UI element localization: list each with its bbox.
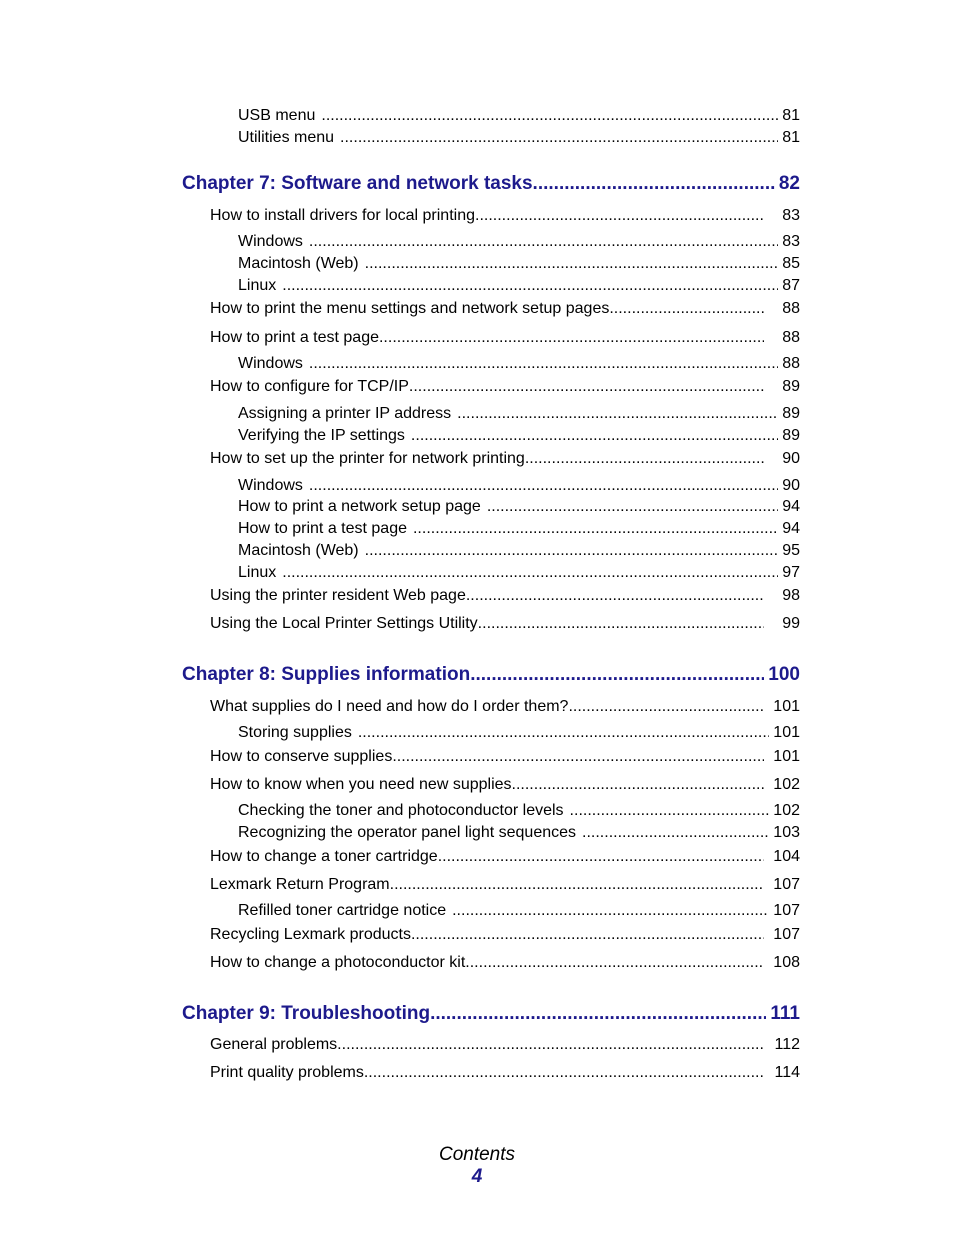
toc-entry[interactable] — [210, 207, 800, 225]
toc-entry-title: Checking the toner and photoconductor levels — [238, 802, 564, 819]
toc-entry[interactable] — [210, 748, 800, 766]
toc-entry-title: Windows — [238, 355, 303, 372]
toc-entry-title: Macintosh (Web) — [238, 255, 359, 272]
dot-leader — [321, 107, 778, 125]
chapter-title: Chapter 8: Supplies information — [182, 664, 471, 685]
toc-entry-title: How to conserve supplies — [210, 748, 393, 765]
toc-entry-page: 102 — [773, 802, 800, 819]
dot-leader — [411, 427, 778, 445]
toc-entry[interactable] — [238, 520, 800, 538]
toc-entry[interactable] — [210, 698, 800, 716]
toc-entry-title: Lexmark Return Program — [210, 876, 390, 893]
toc-entry-title: USB menu — [238, 107, 316, 124]
dot-leader — [525, 450, 764, 468]
toc-entry-title: How to change a photoconductor kit — [210, 954, 466, 971]
dot-leader — [364, 1064, 764, 1082]
toc-entry[interactable] — [238, 233, 800, 251]
toc-entry-title: Recycling Lexmark products — [210, 926, 411, 943]
toc-entry-page: 83 — [782, 207, 800, 224]
dot-leader — [379, 329, 764, 347]
toc-entry-page: 98 — [782, 587, 800, 604]
dot-leader — [478, 615, 764, 633]
dot-leader — [309, 477, 778, 495]
chapter-title: Chapter 9: Troubleshooting — [182, 1003, 431, 1024]
page-number: 4 — [471, 1166, 483, 1187]
dot-leader — [411, 926, 764, 944]
toc-entry-page: 97 — [782, 564, 800, 581]
toc-entry[interactable] — [210, 1036, 800, 1054]
toc-entry-page: 81 — [782, 129, 800, 146]
toc-entry-page: 90 — [782, 477, 800, 494]
toc-entry-title: How to print the menu settings and network setup pages — [210, 300, 610, 317]
dot-leader — [609, 300, 764, 318]
toc-chapter-8[interactable] — [182, 664, 800, 686]
dot-leader — [409, 378, 764, 396]
toc-entry[interactable] — [238, 824, 800, 842]
toc-chapter-7[interactable] — [182, 173, 800, 195]
toc-entry-page: 90 — [782, 450, 800, 467]
toc-entry-usb-menu[interactable] — [238, 107, 800, 125]
footer-label: Contents — [438, 1144, 516, 1165]
dot-leader — [282, 564, 778, 582]
toc-entry-page: 99 — [782, 615, 800, 632]
toc-entry[interactable] — [238, 564, 800, 582]
toc-entry[interactable] — [210, 876, 800, 894]
toc-entry-page: 108 — [773, 954, 800, 971]
toc-entry-page: 107 — [773, 902, 800, 919]
toc-entry-title: Refilled toner cartridge notice — [238, 902, 447, 919]
chapter-page: 100 — [768, 664, 800, 685]
toc-entry-page: 114 — [774, 1064, 800, 1081]
toc-entry[interactable] — [210, 615, 800, 633]
toc-entry-page: 112 — [774, 1036, 800, 1053]
toc-entry-page: 89 — [782, 427, 800, 444]
toc-entry-page: 101 — [773, 724, 800, 741]
toc-entry[interactable] — [238, 802, 800, 820]
toc-entry-title: How to change a toner cartridge — [210, 848, 438, 865]
dot-leader — [390, 876, 764, 894]
toc-entry-page: 81 — [782, 107, 800, 124]
dot-leader — [570, 802, 770, 820]
toc-entry-page: 83 — [782, 233, 800, 250]
toc-entry[interactable] — [238, 255, 800, 273]
dot-leader — [340, 129, 778, 147]
dot-leader — [452, 902, 769, 920]
toc-entry-page: 88 — [782, 355, 800, 372]
toc-entry[interactable] — [238, 902, 800, 920]
toc-entry-title: How to know when you need new supplies — [210, 776, 512, 793]
chapter-title: Chapter 7: Software and network tasks — [182, 173, 533, 194]
toc-entry-page: 102 — [773, 776, 800, 793]
toc-entry-title: Assigning a printer IP address — [238, 405, 452, 422]
toc-entry-title: How to set up the printer for network printing — [210, 450, 525, 467]
dot-leader — [337, 1036, 764, 1054]
dot-leader — [533, 173, 775, 195]
dot-leader — [438, 848, 764, 866]
toc-entry-page: 88 — [782, 329, 800, 346]
dot-leader — [282, 277, 778, 295]
toc-entry-title: Macintosh (Web) — [238, 542, 359, 559]
toc-entry-page: 89 — [782, 378, 800, 395]
toc-entry[interactable] — [238, 355, 800, 373]
toc-entry-title: How to configure for TCP/IP — [210, 378, 409, 395]
toc-entry[interactable] — [210, 450, 800, 468]
toc-entry-page: 85 — [782, 255, 800, 272]
toc-entry[interactable] — [210, 329, 800, 347]
dot-leader — [430, 1003, 766, 1025]
toc-entry[interactable] — [238, 277, 800, 295]
toc-entry-page: 95 — [782, 542, 800, 559]
toc-entry[interactable] — [238, 405, 800, 423]
toc-entry-title: Storing supplies — [238, 724, 352, 741]
dot-leader — [470, 664, 764, 686]
dot-leader — [413, 520, 778, 538]
toc-entry-title: How to install drivers for local printing — [210, 207, 475, 224]
dot-leader — [568, 698, 764, 716]
toc-entry-title: General problems — [210, 1036, 338, 1053]
toc-entry-title: How to print a test page — [210, 329, 379, 346]
dot-leader — [365, 255, 779, 273]
toc-entry[interactable] — [238, 498, 800, 516]
toc-entry-page: 104 — [773, 848, 800, 865]
toc-entry-title: How to print a network setup page — [238, 498, 481, 515]
toc-entry-page: 101 — [773, 698, 800, 715]
toc-entry-title: Using the printer resident Web page — [210, 587, 466, 604]
toc-entry-page: 107 — [773, 876, 800, 893]
toc-entry-title: Windows — [238, 477, 303, 494]
dot-leader — [466, 587, 764, 605]
dot-leader — [475, 207, 764, 225]
toc-entry-page: 88 — [782, 300, 800, 317]
dot-leader — [365, 542, 779, 560]
toc-entry-page: 103 — [773, 824, 800, 841]
toc-entry[interactable] — [238, 477, 800, 495]
dot-leader — [487, 498, 778, 516]
toc-entry[interactable] — [210, 378, 800, 396]
dot-leader — [465, 954, 764, 972]
toc-entry-title: Utilities menu — [238, 129, 335, 146]
toc-entry[interactable] — [238, 427, 800, 445]
toc-entry-page: 87 — [782, 277, 800, 294]
chapter-page: 111 — [770, 1003, 800, 1024]
toc-entry-page: 101 — [773, 748, 800, 765]
toc-entry-title: How to print a test page — [238, 520, 407, 537]
toc-entry[interactable] — [210, 848, 800, 866]
toc-entry-title: Using the Local Printer Settings Utility — [210, 615, 478, 632]
toc-entry[interactable] — [238, 724, 800, 742]
toc-entry-page: 89 — [782, 405, 800, 422]
chapter-page: 82 — [778, 173, 800, 194]
dot-leader — [309, 233, 778, 251]
toc-entry-page: 94 — [782, 520, 800, 537]
toc-entry-title: Linux — [238, 564, 277, 581]
toc-entry-page: 107 — [773, 926, 800, 943]
toc-entry-utilities-menu[interactable] — [238, 129, 800, 147]
toc-entry[interactable] — [238, 542, 800, 560]
toc-entry[interactable] — [210, 776, 800, 794]
toc-entry-title: Print quality problems — [210, 1064, 364, 1081]
dot-leader — [512, 776, 764, 794]
toc-entry-title: Windows — [238, 233, 303, 250]
toc-entry-title: Recognizing the operator panel light sequences — [238, 824, 577, 841]
dot-leader — [358, 724, 769, 742]
dot-leader — [309, 355, 778, 373]
toc-entry[interactable] — [210, 587, 800, 605]
toc-entry[interactable] — [210, 926, 800, 944]
dot-leader — [392, 748, 764, 766]
dot-leader — [582, 824, 769, 842]
toc-entry-title: Linux — [238, 277, 277, 294]
toc-entry[interactable] — [210, 300, 800, 318]
toc-entry-title: What supplies do I need and how do I order them? — [210, 698, 569, 715]
dot-leader — [457, 405, 778, 423]
toc-entry[interactable] — [210, 954, 800, 972]
toc-entry[interactable] — [210, 1064, 800, 1082]
toc-entry-page: 94 — [782, 498, 800, 515]
toc-chapter-9[interactable] — [182, 1003, 800, 1025]
toc-entry-title: Verifying the IP settings — [238, 427, 405, 444]
